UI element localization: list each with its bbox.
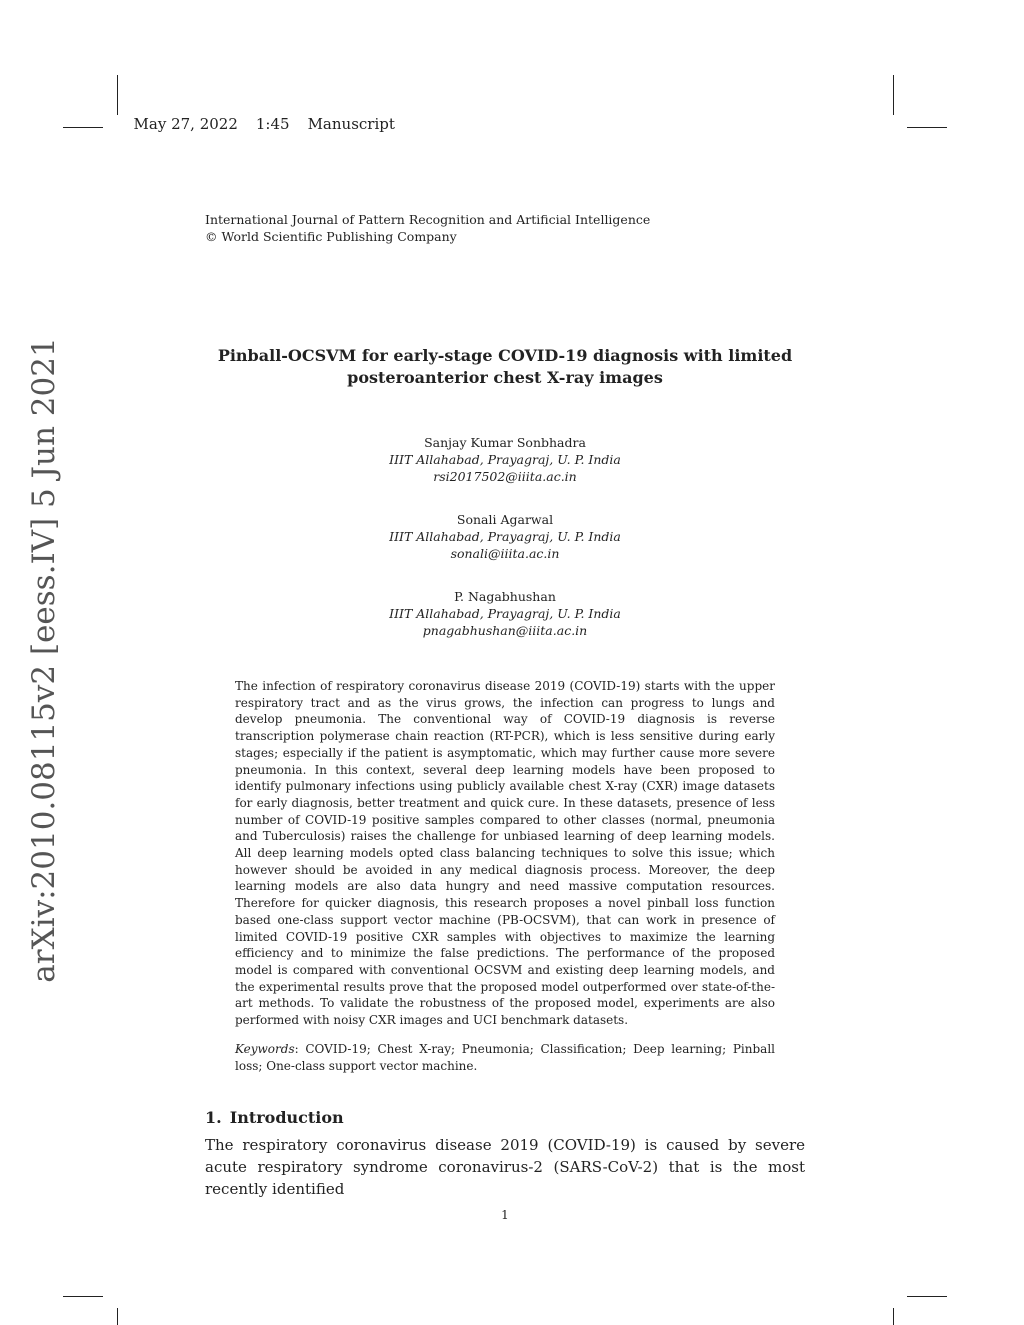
title-line-1: Pinball-OCSVM for early-stage COVID-19 diagnosis with limited xyxy=(217,346,793,365)
author-2 xyxy=(205,511,805,562)
journal-publisher: © World Scientific Publishing Company xyxy=(205,229,457,244)
author-name: P. Nagabhushan xyxy=(454,589,556,604)
author-name: Sanjay Kumar Sonbhadra xyxy=(424,435,586,450)
crop-mark-top-right-horizontal xyxy=(907,127,947,128)
author-email: pnagabhushan@iiita.ac.in xyxy=(422,623,588,638)
title-line-2: posteroanterior chest X-ray images xyxy=(347,368,663,387)
crop-mark-top-left-vertical xyxy=(117,75,118,115)
section-title: Introduction xyxy=(229,1108,344,1127)
author-3 xyxy=(205,588,805,639)
page-number: 1 xyxy=(501,1208,509,1222)
journal-name: International Journal of Pattern Recognition and Artificial Intelligence xyxy=(205,212,651,227)
author-affiliation: IIIT Allahabad, Prayagraj, U. P. India xyxy=(389,452,621,467)
section-heading xyxy=(205,1108,352,1127)
crop-mark-top-left-horizontal xyxy=(63,127,103,128)
crop-mark-bottom-right-horizontal xyxy=(907,1296,947,1297)
crop-mark-bottom-left-horizontal xyxy=(63,1296,103,1297)
author-affiliation: IIIT Allahabad, Prayagraj, U. P. India xyxy=(389,529,621,544)
header-time: 1:45 xyxy=(255,115,290,133)
journal-info xyxy=(205,211,650,245)
author-email: sonali@iiita.ac.in xyxy=(450,546,560,561)
intro-paragraph: The respiratory coronavirus disease 2019 (COVID-19) is caused by severe acute respiratory syndrome coronavirus-2 (SARS-CoV-2) that is the most recently identified xyxy=(205,1136,805,1198)
arxiv-stamp: arXiv:2010.08115v2 [eess.IV] 5 Jun 2021 xyxy=(26,337,62,983)
author-affiliation: IIIT Allahabad, Prayagraj, U. P. India xyxy=(389,606,621,621)
author-email: rsi2017502@iiita.ac.in xyxy=(433,469,577,484)
paper-title xyxy=(205,345,805,389)
keywords-text: : COVID-19; Chest X-ray; Pneumonia; Classification; Deep learning; Pinball loss; One-class support vector machine. xyxy=(235,1042,775,1073)
author-1 xyxy=(205,434,805,485)
keywords-label: Keywords xyxy=(235,1042,295,1056)
section-number: 1. xyxy=(205,1108,222,1127)
keywords xyxy=(235,1041,775,1074)
author-name: Sonali Agarwal xyxy=(456,512,554,527)
header-date: May 27, 2022 xyxy=(133,115,238,133)
header-label: Manuscript xyxy=(307,115,395,133)
crop-mark-top-right-vertical xyxy=(893,75,894,115)
abstract: The infection of respiratory coronavirus disease 2019 (COVID-19) starts with the upper respiratory tract and as the virus grows, the infection can progress to lungs and develop pneumonia. The conventional way of COVID-19 diagnosis is reverse transcription polymerase chain reaction (RT-PCR), which is less sensitive during early stages; especially if the patient is asymptomatic, which may further cause more severe pneumonia. In this context, several deep learning models have been proposed to identify pulmonary infections using publicly available chest X-ray (CXR) image datasets for early diagnosis, better treatment and quick cure. In these datasets, presence of less number of COVID-19 positive samples compared to other classes (normal, pneumonia and Tuberculosis) raises the challenge for unbiased learning of deep learning models. All deep learning models opted class balancing techniques to solve this issue; which however should be avoided in any medical diagnosis process. Moreover, the deep learning models are also data hungry and need massive computation resources. Therefore for quicker diagnosis, this research proposes a novel pinball loss function based one-class support vector machine (PB-OCSVM), that can work in presence of limited COVID-19 positive CXR samples with objectives to maximize the learning efficiency and to minimize the false predictions. The performance of the proposed model is compared with conventional OCSVM and existing deep learning models, and the experimental results prove that the proposed model outperformed over state-of-the-art methods. To validate the robustness of the proposed model, experiments are also performed with noisy CXR images and UCI benchmark datasets. xyxy=(235,679,775,1028)
manuscript-header xyxy=(124,97,413,133)
crop-mark-bottom-right-vertical xyxy=(893,1308,894,1325)
crop-mark-bottom-left-vertical xyxy=(117,1308,118,1325)
